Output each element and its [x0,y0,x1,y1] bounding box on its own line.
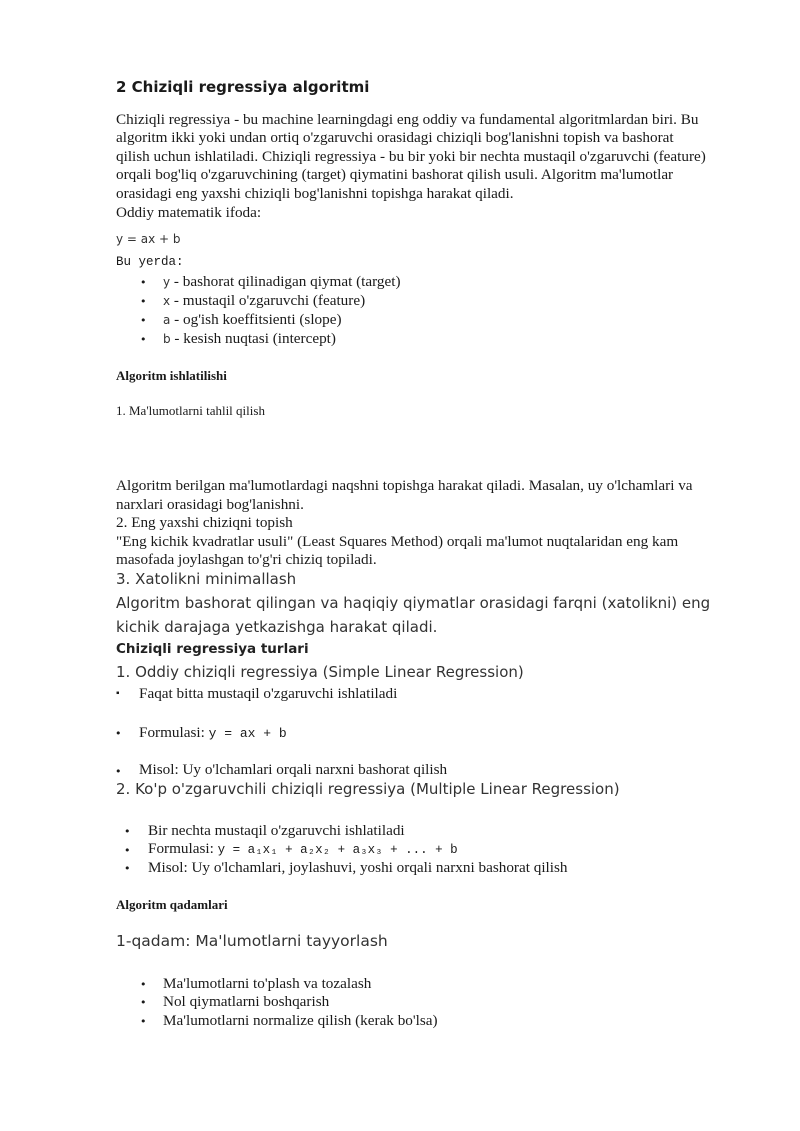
bullet-icon: • [140,295,147,308]
type1-item-2 [139,724,287,744]
bullet-icon: • [140,333,147,346]
bullet-icon: • [140,314,147,327]
bullet-icon: • [140,276,147,289]
intro-line-1: Chiziqli regressiya - bu machine learningdagi eng oddiy va fundamental algoritmlardan biri. Bu [116,111,699,128]
bullet-icon: • [115,727,122,740]
square-bullet-icon: ▪ [116,688,120,699]
variable-symbol: x [163,294,171,308]
step-1-title: 1. Ma'lumotlarni tahlil qilish [116,403,265,418]
bullet-icon: • [140,978,147,991]
intro-line-6: Oddiy matematik ifoda: [116,204,262,221]
usage-heading: Algoritm ishlatilishi [116,368,227,383]
step3-line-2: kichik darajaga yetkazishga harakat qiladi. [116,618,438,636]
step1-line-1: Algoritm berilgan ma'lumotlardagi naqshni topishga harakat qiladi. Masalan, uy o'lchamlari va [116,477,693,494]
step1-line-2: narxlari orasidagi bog'lanishni. [116,496,304,513]
type1-item-3: Misol: Uy o'lchamlari orqali narxni bashorat qilish [139,761,448,778]
type2-item-3: Misol: Uy o'lchamlari, joylashuvi, yoshi orqali narxni bashorat qilish [148,859,568,876]
type-2-title: 2. Ko'p o'zgaruvchili chiziqli regressiya (Multiple Linear Regression) [116,780,620,798]
bullet-icon: • [115,765,122,778]
step-3-title: 3. Xatolikni minimallash [116,570,297,588]
steps-heading: Algoritm qadamlari [116,897,228,912]
formula-label: Formulasi: [148,840,218,857]
where-label: Bu yerda: [116,255,184,269]
type2-item-1: Bir nechta mustaqil o'zgaruvchi ishlatiladi [148,822,405,839]
step-q1-title: 1-qadam: Ma'lumotlarni tayyorlash [116,932,388,950]
bullet-icon: • [124,862,131,875]
variable-symbol: a [163,313,171,327]
intro-line-2: algoritm ikki yoki undan ortiq o'zgaruvchi orasidagi chiziqli bog'lanishni topish va bashorat [116,129,674,146]
variable-desc: - kesish nuqtasi (intercept) [170,330,336,347]
section-title: 2 Chiziqli regressiya algoritmi [116,78,370,96]
bullet-icon: • [140,996,147,1009]
bullet-icon: • [124,825,131,838]
variable-item [163,273,401,292]
formula-label: Formulasi: [139,724,209,741]
variable-symbol: b [163,332,171,346]
type-1-title: 1. Oddiy chiziqli regressiya (Simple Linear Regression) [116,663,524,681]
step-q1-item-2: Nol qiymatlarni boshqarish [163,993,330,1010]
intro-line-4: orqali bog'liq o'zgaruvchining (target) qiymatini bashorat qilish usuli. Algoritm ma'lumotlar [116,166,674,183]
type2-item-2 [148,840,458,860]
variable-item [163,311,342,330]
formula: y = ax + b [116,232,181,246]
step3-line-1: Algoritm bashorat qilingan va haqiqiy qiymatlar orasidagi farqni (xatolikni) eng [116,594,711,612]
step-q1-item-1: Ma'lumotlarni to'plash va tozalash [163,975,372,992]
variable-item [163,330,336,349]
variable-item [163,292,365,311]
step-2-title: 2. Eng yaxshi chiziqni topish [116,514,293,531]
formula-value: y = ax + b [208,726,287,741]
step2-line-2: masofada joylashgan to'g'ri chiziq topiladi. [116,551,377,568]
intro-line-5: orasidagi eng yaxshi chiziqli bog'lanishni topishga harakat qiladi. [116,185,514,202]
type1-item-1: Faqat bitta mustaqil o'zgaruvchi ishlatiladi [139,685,398,702]
variable-symbol: y [163,275,171,289]
variable-desc: - mustaqil o'zgaruvchi (feature) [170,292,366,309]
step2-line-1: "Eng kichik kvadratlar usuli" (Least Squares Method) orqali ma'lumot nuqtalaridan eng kam [116,533,679,550]
variable-desc: - bashorat qilinadigan qiymat (target) [170,273,401,290]
types-heading: Chiziqli regressiya turlari [116,641,309,657]
formula-value: y = a₁x₁ + a₂x₂ + a₃x₃ + ... + b [217,843,458,857]
step-q1-item-3: Ma'lumotlarni normalize qilish (kerak bo'lsa) [163,1012,438,1029]
bullet-icon: • [124,844,131,857]
bullet-icon: • [140,1015,147,1028]
intro-line-3: qilish uchun ishlatiladi. Chiziqli regressiya - bu bir yoki bir nechta mustaqil o'zgaruvchi (feature) [116,148,706,165]
variable-desc: - og'ish koeffitsienti (slope) [170,311,342,328]
